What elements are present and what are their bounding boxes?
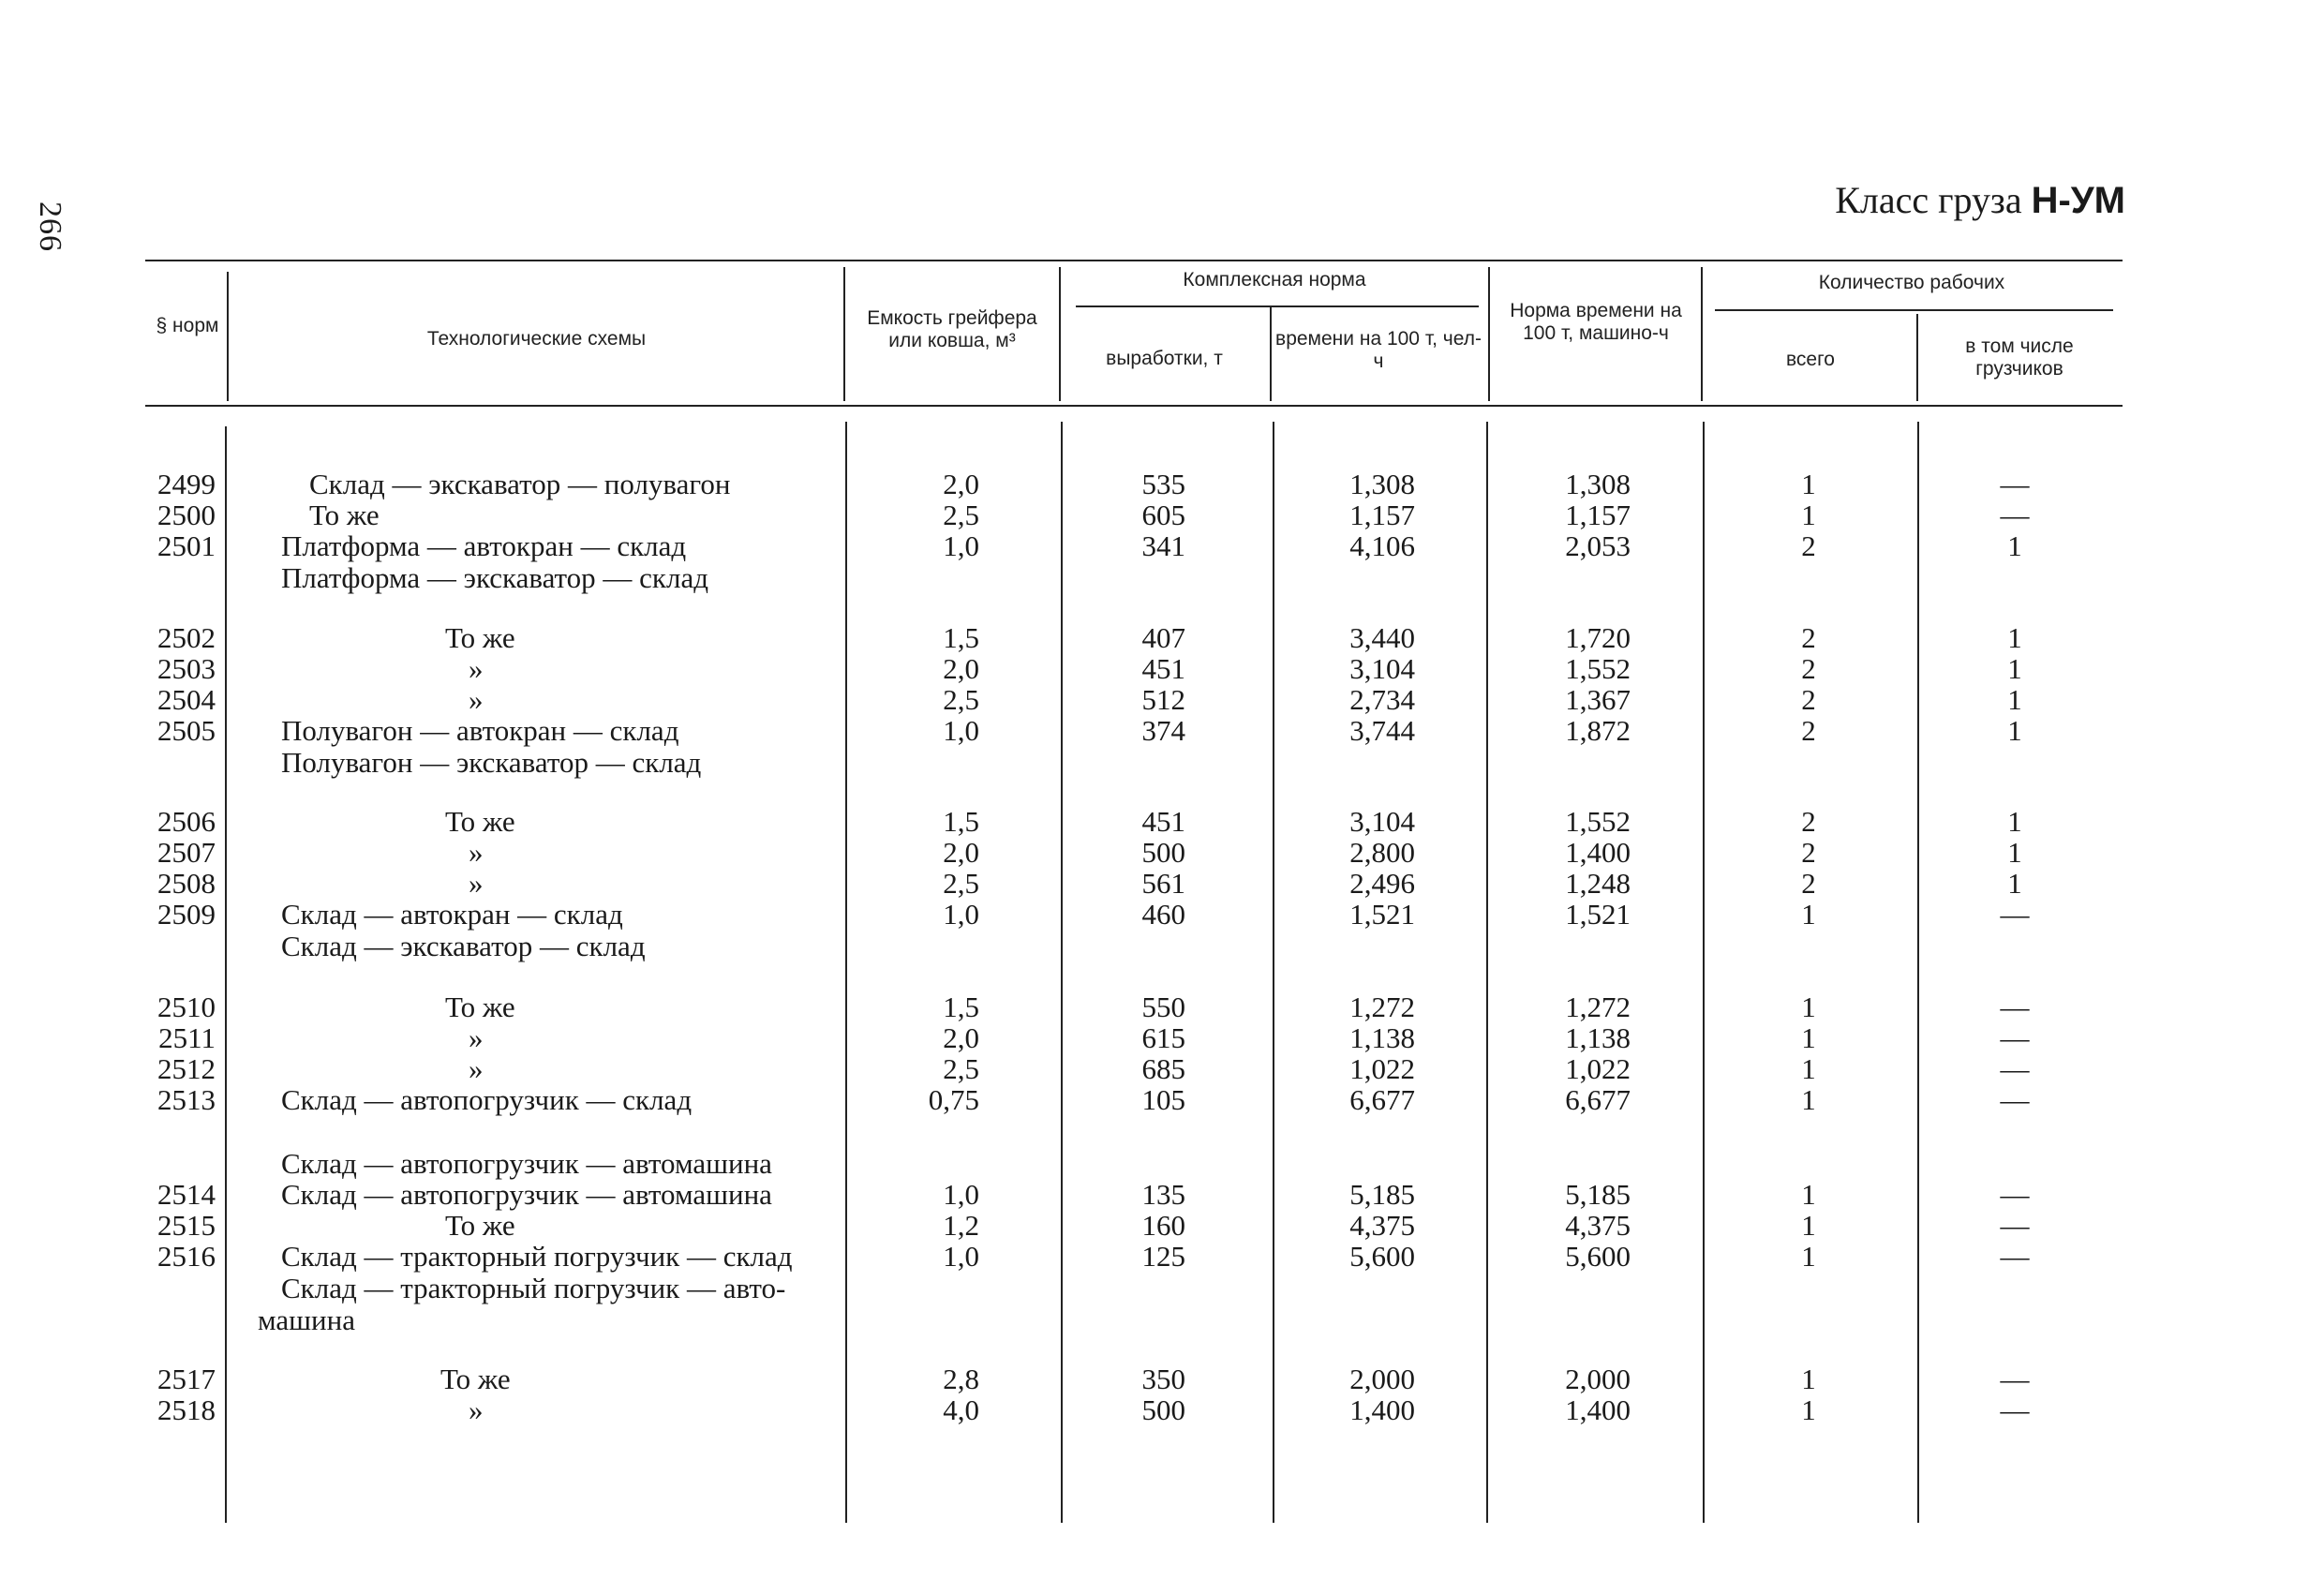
technological-scheme: Склад — автопогрузчик — автомашина — [281, 1147, 772, 1180]
labor-time-value: 2,734 — [1349, 683, 1415, 716]
machine-time-value: 2,053 — [1565, 529, 1631, 562]
technological-scheme: » — [469, 1021, 484, 1054]
norm-number: 2502 — [157, 621, 216, 654]
loaders-value: — — [2000, 1363, 2030, 1395]
output-value: 500 — [1141, 1393, 1185, 1426]
workers-total-value: 1 — [1801, 1083, 1816, 1116]
table-row — [0, 837, 2324, 869]
header-output: выработки, т — [1106, 348, 1223, 369]
norm-number: 2514 — [157, 1178, 216, 1211]
labor-time-value: 3,104 — [1349, 805, 1415, 838]
capacity-value: 1,5 — [943, 621, 979, 654]
workers-total-value: 1 — [1801, 1240, 1816, 1273]
machine-time-value: 5,600 — [1565, 1240, 1631, 1273]
capacity-value: 2,0 — [943, 836, 979, 869]
labor-time-value: 6,677 — [1349, 1083, 1415, 1116]
labor-time-value: 1,400 — [1349, 1393, 1415, 1426]
norm-number: 2503 — [157, 652, 216, 685]
header-time: времени на 100 т, чел-ч — [1275, 328, 1482, 372]
workers-total-value: 2 — [1801, 529, 1816, 562]
table-row — [0, 931, 2324, 962]
technological-scheme: » — [469, 1393, 484, 1426]
norm-number: 2506 — [157, 805, 216, 838]
header-sub-rule — [1715, 309, 2113, 311]
technological-scheme: То же — [440, 1363, 511, 1395]
capacity-value: 2,0 — [943, 1021, 979, 1054]
labor-time-value: 3,744 — [1349, 714, 1415, 747]
table-top-rule — [145, 260, 2123, 261]
workers-total-value: 1 — [1801, 1209, 1816, 1242]
workers-total-value: 2 — [1801, 836, 1816, 869]
capacity-value: 0,75 — [928, 1083, 979, 1116]
machine-time-value: 1,552 — [1565, 805, 1631, 838]
loaders-value: — — [2000, 991, 2030, 1023]
column-divider — [1059, 267, 1061, 401]
table-row — [0, 1241, 2324, 1273]
labor-time-value: 4,375 — [1349, 1209, 1415, 1242]
labor-time-value: 5,185 — [1349, 1178, 1415, 1211]
technological-scheme: То же — [445, 805, 515, 838]
column-divider — [1916, 314, 1918, 401]
norm-number: 2505 — [157, 714, 216, 747]
machine-time-value: 1,138 — [1565, 1021, 1631, 1054]
table-row — [0, 747, 2324, 779]
capacity-value: 1,0 — [943, 1178, 979, 1211]
technological-scheme: Платформа — автокран — склад — [281, 529, 687, 562]
workers-total-value: 1 — [1801, 1393, 1816, 1426]
table-row — [0, 715, 2324, 747]
output-value: 550 — [1141, 991, 1185, 1023]
technological-scheme: Полувагон — автокран — склад — [281, 714, 679, 747]
loaders-value: — — [2000, 898, 2030, 931]
technological-scheme: То же — [445, 621, 515, 654]
loaders-value: — — [2000, 499, 2030, 531]
table-row — [0, 622, 2324, 654]
technological-scheme: » — [469, 1052, 484, 1085]
technological-scheme: машина — [258, 1304, 355, 1336]
workers-total-value: 2 — [1801, 867, 1816, 900]
workers-total-value: 1 — [1801, 898, 1816, 931]
column-divider — [1488, 267, 1490, 401]
capacity-value: 2,0 — [943, 468, 979, 500]
table-row — [0, 1022, 2324, 1054]
labor-time-value: 4,106 — [1349, 529, 1415, 562]
output-value: 451 — [1141, 805, 1185, 838]
capacity-value: 1,5 — [943, 991, 979, 1023]
machine-time-value: 1,248 — [1565, 867, 1631, 900]
table-row — [0, 991, 2324, 1023]
loaders-value: — — [2000, 1083, 2030, 1116]
workers-total-value: 2 — [1801, 652, 1816, 685]
labor-time-value: 1,272 — [1349, 991, 1415, 1023]
table-row — [0, 1053, 2324, 1085]
capacity-value: 2,8 — [943, 1363, 979, 1395]
heading-cargo-class: Н-УМ — [2031, 180, 2125, 221]
machine-time-value: 2,000 — [1565, 1363, 1631, 1395]
page-number: 266 — [33, 201, 67, 252]
machine-time-value: 1,521 — [1565, 898, 1631, 931]
loaders-value: 1 — [2007, 683, 2022, 716]
table-row — [0, 1148, 2324, 1180]
output-value: 451 — [1141, 652, 1185, 685]
technological-scheme: Полувагон — экскаватор — склад — [281, 746, 702, 779]
machine-time-value: 1,720 — [1565, 621, 1631, 654]
column-divider — [227, 272, 229, 401]
column-divider — [1270, 307, 1272, 401]
technological-scheme: Склад — автопогрузчик — склад — [281, 1083, 693, 1116]
machine-time-value: 1,157 — [1565, 499, 1631, 531]
norm-number: 2504 — [157, 683, 216, 716]
norm-number: 2517 — [157, 1363, 216, 1395]
output-value: 350 — [1141, 1363, 1185, 1395]
workers-total-value: 1 — [1801, 1052, 1816, 1085]
norm-number: 2511 — [158, 1021, 216, 1054]
table-row — [0, 1304, 2324, 1336]
labor-time-value: 3,440 — [1349, 621, 1415, 654]
labor-time-value: 1,521 — [1349, 898, 1415, 931]
column-divider — [1701, 267, 1703, 401]
table-row — [0, 868, 2324, 900]
table-row — [0, 530, 2324, 562]
machine-time-value: 6,677 — [1565, 1083, 1631, 1116]
output-value: 535 — [1141, 468, 1185, 500]
table-row — [0, 1394, 2324, 1426]
table-row — [0, 806, 2324, 838]
norm-number: 2500 — [157, 499, 216, 531]
loaders-value: 1 — [2007, 867, 2022, 900]
technological-scheme: » — [469, 652, 484, 685]
workers-total-value: 1 — [1801, 499, 1816, 531]
technological-scheme: Платформа — экскаватор — склад — [281, 561, 708, 594]
workers-total-value: 1 — [1801, 991, 1816, 1023]
technological-scheme: » — [469, 683, 484, 716]
machine-time-value: 1,367 — [1565, 683, 1631, 716]
header-scheme: Технологические схемы — [426, 328, 647, 350]
table-row — [0, 562, 2324, 594]
loaders-value: — — [2000, 1021, 2030, 1054]
capacity-value: 2,5 — [943, 499, 979, 531]
capacity-value: 2,0 — [943, 652, 979, 685]
output-value: 615 — [1141, 1021, 1185, 1054]
header-workers-total: всего — [1786, 349, 1835, 370]
machine-time-value: 1,400 — [1565, 1393, 1631, 1426]
loaders-value: — — [2000, 1240, 2030, 1273]
labor-time-value: 1,022 — [1349, 1052, 1415, 1085]
output-value: 685 — [1141, 1052, 1185, 1085]
column-divider — [843, 267, 845, 401]
capacity-value: 2,5 — [943, 867, 979, 900]
loaders-value: 1 — [2007, 805, 2022, 838]
table-row — [0, 469, 2324, 500]
capacity-value: 1,0 — [943, 714, 979, 747]
output-value: 374 — [1141, 714, 1185, 747]
output-value: 105 — [1141, 1083, 1185, 1116]
technological-scheme: Склад — тракторный погрузчик — склад — [281, 1240, 793, 1273]
machine-time-value: 1,872 — [1565, 714, 1631, 747]
technological-scheme: То же — [445, 991, 515, 1023]
capacity-value: 2,5 — [943, 683, 979, 716]
loaders-value: 1 — [2007, 529, 2022, 562]
technological-scheme: То же — [445, 1209, 515, 1242]
output-value: 500 — [1141, 836, 1185, 869]
table-row — [0, 1363, 2324, 1395]
workers-total-value: 1 — [1801, 468, 1816, 500]
loaders-value: 1 — [2007, 621, 2022, 654]
technological-scheme: То же — [309, 499, 380, 531]
loaders-value: — — [2000, 1209, 2030, 1242]
technological-scheme: Склад — автокран — склад — [281, 898, 623, 931]
table-row — [0, 1179, 2324, 1211]
table-row — [0, 653, 2324, 685]
workers-total-value: 2 — [1801, 683, 1816, 716]
table-row — [0, 1273, 2324, 1304]
capacity-value: 4,0 — [943, 1393, 979, 1426]
header-machine-time: Норма времени на 100 т, машино-ч — [1510, 300, 1682, 344]
capacity-value: 1,2 — [943, 1209, 979, 1242]
loaders-value: — — [2000, 1393, 2030, 1426]
table-row — [0, 684, 2324, 716]
machine-time-value: 1,552 — [1565, 652, 1631, 685]
header-sub-rule — [1076, 305, 1479, 307]
header-workers-loaders: в том числе грузчиков — [1965, 335, 2074, 380]
output-value: 561 — [1141, 867, 1185, 900]
header-workers: Количество рабочих — [1818, 272, 2005, 293]
loaders-value: 1 — [2007, 714, 2022, 747]
capacity-value: 2,5 — [943, 1052, 979, 1085]
table-header-rule — [145, 405, 2123, 407]
machine-time-value: 1,400 — [1565, 836, 1631, 869]
machine-time-value: 5,185 — [1565, 1178, 1631, 1211]
loaders-value: — — [2000, 468, 2030, 500]
capacity-value: 1,0 — [943, 529, 979, 562]
norm-number: 2516 — [157, 1240, 216, 1273]
workers-total-value: 2 — [1801, 714, 1816, 747]
labor-time-value: 2,000 — [1349, 1363, 1415, 1395]
norm-number: 2515 — [157, 1209, 216, 1242]
norm-number: 2512 — [157, 1052, 216, 1085]
norm-number: 2510 — [157, 991, 216, 1023]
header-capacity: Емкость грейфера или ковша, м³ — [867, 307, 1037, 351]
norm-number: 2508 — [157, 867, 216, 900]
output-value: 135 — [1141, 1178, 1185, 1211]
table-row — [0, 899, 2324, 931]
technological-scheme: Склад — экскаватор — полувагон — [309, 468, 731, 500]
workers-total-value: 2 — [1801, 621, 1816, 654]
output-value: 160 — [1141, 1209, 1185, 1242]
heading-prefix: Класс груза — [1835, 179, 2032, 221]
loaders-value: 1 — [2007, 836, 2022, 869]
output-value: 341 — [1141, 529, 1185, 562]
labor-time-value: 5,600 — [1349, 1240, 1415, 1273]
table-row — [0, 1084, 2324, 1116]
output-value: 512 — [1141, 683, 1185, 716]
labor-time-value: 1,308 — [1349, 468, 1415, 500]
capacity-value: 1,5 — [943, 805, 979, 838]
norm-number: 2518 — [157, 1393, 216, 1426]
workers-total-value: 1 — [1801, 1021, 1816, 1054]
table-row — [0, 1210, 2324, 1242]
page-heading — [1835, 178, 2125, 222]
workers-total-value: 2 — [1801, 805, 1816, 838]
norm-number: 2513 — [157, 1083, 216, 1116]
output-value: 125 — [1141, 1240, 1185, 1273]
technological-scheme: Склад — автопогрузчик — автомашина — [281, 1178, 772, 1211]
norm-number: 2501 — [157, 529, 216, 562]
labor-time-value: 2,496 — [1349, 867, 1415, 900]
technological-scheme: » — [469, 867, 484, 900]
technological-scheme: Склад — экскаватор — склад — [281, 930, 646, 962]
header-complex-norm: Комплексная норма — [1183, 269, 1366, 290]
loaders-value: 1 — [2007, 652, 2022, 685]
labor-time-value: 1,138 — [1349, 1021, 1415, 1054]
machine-time-value: 1,022 — [1565, 1052, 1631, 1085]
labor-time-value: 3,104 — [1349, 652, 1415, 685]
machine-time-value: 1,272 — [1565, 991, 1631, 1023]
loaders-value: — — [2000, 1178, 2030, 1211]
machine-time-value: 4,375 — [1565, 1209, 1631, 1242]
labor-time-value: 2,800 — [1349, 836, 1415, 869]
technological-scheme: Склад — тракторный погрузчик — авто- — [281, 1272, 786, 1304]
machine-time-value: 1,308 — [1565, 468, 1631, 500]
output-value: 605 — [1141, 499, 1185, 531]
norm-number: 2507 — [157, 836, 216, 869]
table-row — [0, 499, 2324, 531]
loaders-value: — — [2000, 1052, 2030, 1085]
workers-total-value: 1 — [1801, 1178, 1816, 1211]
labor-time-value: 1,157 — [1349, 499, 1415, 531]
capacity-value: 1,0 — [943, 1240, 979, 1273]
technological-scheme: » — [469, 836, 484, 869]
capacity-value: 1,0 — [943, 898, 979, 931]
output-value: 407 — [1141, 621, 1185, 654]
norm-number: 2509 — [157, 898, 216, 931]
workers-total-value: 1 — [1801, 1363, 1816, 1395]
output-value: 460 — [1141, 898, 1185, 931]
norm-number: 2499 — [157, 468, 216, 500]
header-num: § норм — [156, 315, 219, 336]
